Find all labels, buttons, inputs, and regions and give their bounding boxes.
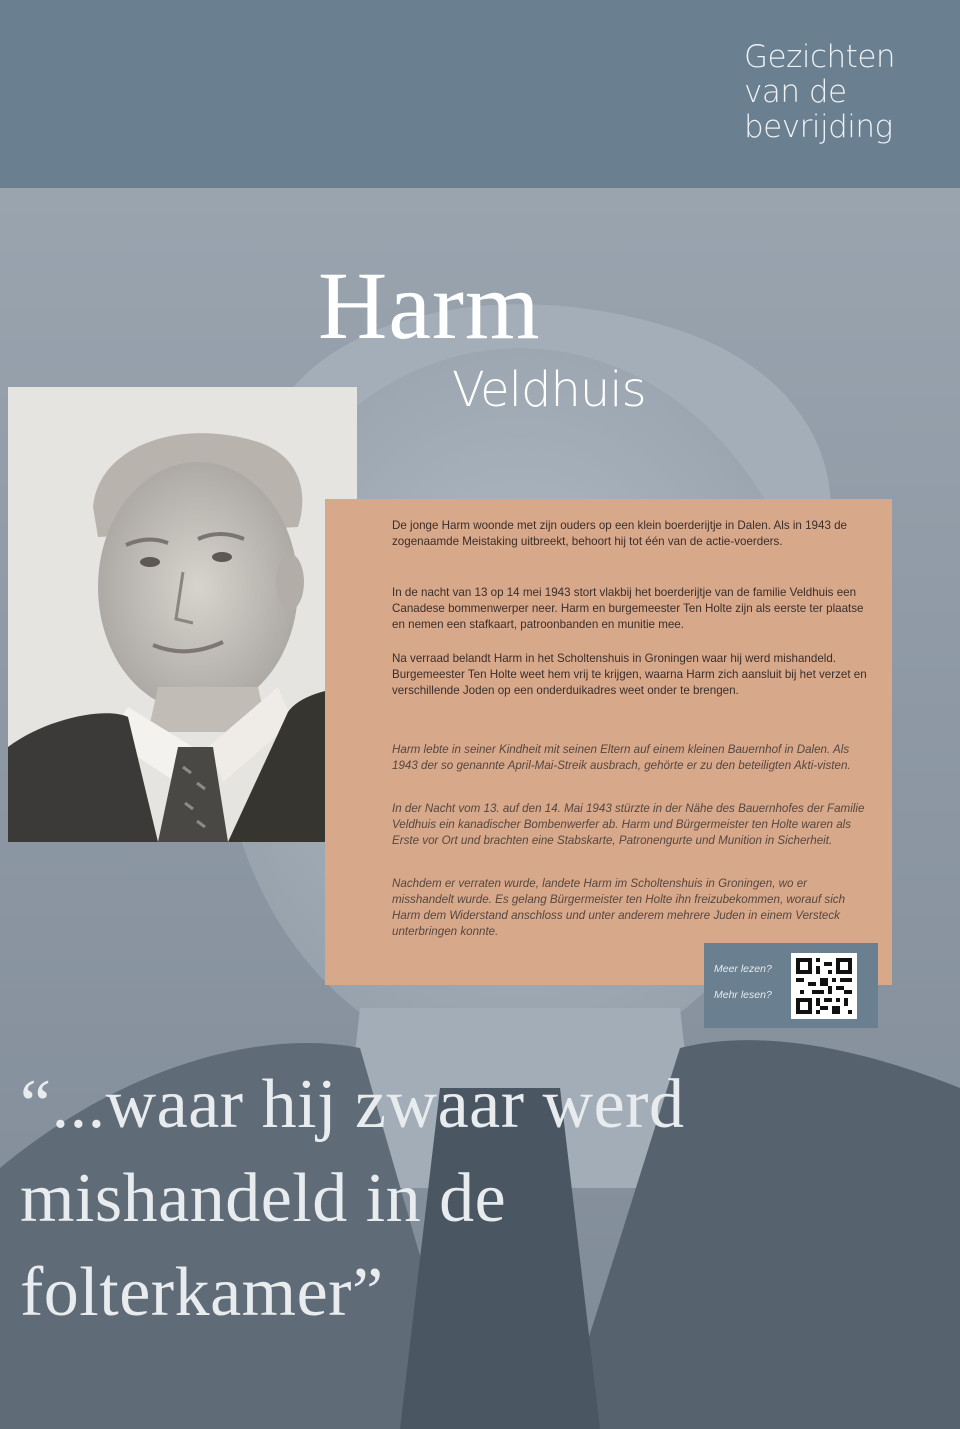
portrait-photo [8, 387, 357, 842]
paragraph-nl-3: Na verraad belandt Harm in het Scholtenshuis in Groningen waar hij werd mishandeld. Burgemeester Ten Holte weet hem vrij te krijgen, waarna Harm zich aansluit bij het verzet en verschillende Joden op een onderduikadres weet onder te brengen. [392, 652, 867, 697]
pull-quote [20, 1058, 940, 1340]
brand-logo [744, 40, 895, 145]
paragraph-de-1: Harm lebte in seiner Kindheit mit seinen Eltern auf einem kleinen Bauernhof in Dalen. Als 1943 der so genannte April-Mai-Streik ausbrach, gehörte er zu den beteiligten Akti-visten. [392, 743, 851, 772]
paragraph-nl-1: De jonge Harm woonde met zijn ouders op een klein boerderijtje in Dalen. Als in 1943 de zogenaamde Meistaking uitbreekt, behoort hij tot één van de actie-voerders. [392, 519, 848, 548]
quote-line-3: folterkamer” [20, 1254, 384, 1331]
quote-line-2: mishandeld in de [20, 1160, 507, 1237]
header-band [0, 0, 960, 188]
person-first-name: Harm [318, 252, 541, 359]
quote-line-1: “...waar hij zwaar werd [20, 1066, 685, 1143]
paragraph-de-2: In der Nacht vom 13. auf den 14. Mai 1943 stürzte in der Nähe des Bauernhofes der Familie Veldhuis ein kanadischer Bombenwerfer ab. Harm und Bürgermeister ten Holte waren als Erste vor Ort und brachten eine Stabskarte, Patronengurte und Munition in Sicherheit. [392, 802, 865, 847]
person-last-name: Veldhuis [452, 362, 646, 418]
paragraph-nl-2: In de nacht van 13 op 14 mei 1943 stort vlakbij het boerderijtje van de familie Veldhuis een Canadese bommenwerper neer. Harm en burgemeester Ten Holte zijn als eerste ter plaatse en nemen een stafkaart, patroonbanden en munitie mee. [392, 586, 864, 631]
qr-code-icon[interactable] [791, 953, 857, 1019]
brand-line-3: bevrijding [744, 109, 893, 145]
brand-line-1: Gezichten [744, 39, 896, 75]
brand-line-2: van de [744, 74, 847, 110]
read-more-box[interactable] [704, 943, 878, 1028]
read-more-label-de: Mehr lesen? [714, 989, 772, 1001]
read-more-label-nl: Meer lezen? [714, 963, 772, 975]
paragraph-de-3: Nachdem er verraten wurde, landete Harm im Scholtenshuis in Groningen, wo er misshandelt wurde. Es gelang Bürgermeister ten Holte ihn freizubekommen, worauf sich Harm dem Widerstand anschloss und unter anderem mehrere Juden in einem Versteck unterbringen konnte. [392, 877, 846, 938]
